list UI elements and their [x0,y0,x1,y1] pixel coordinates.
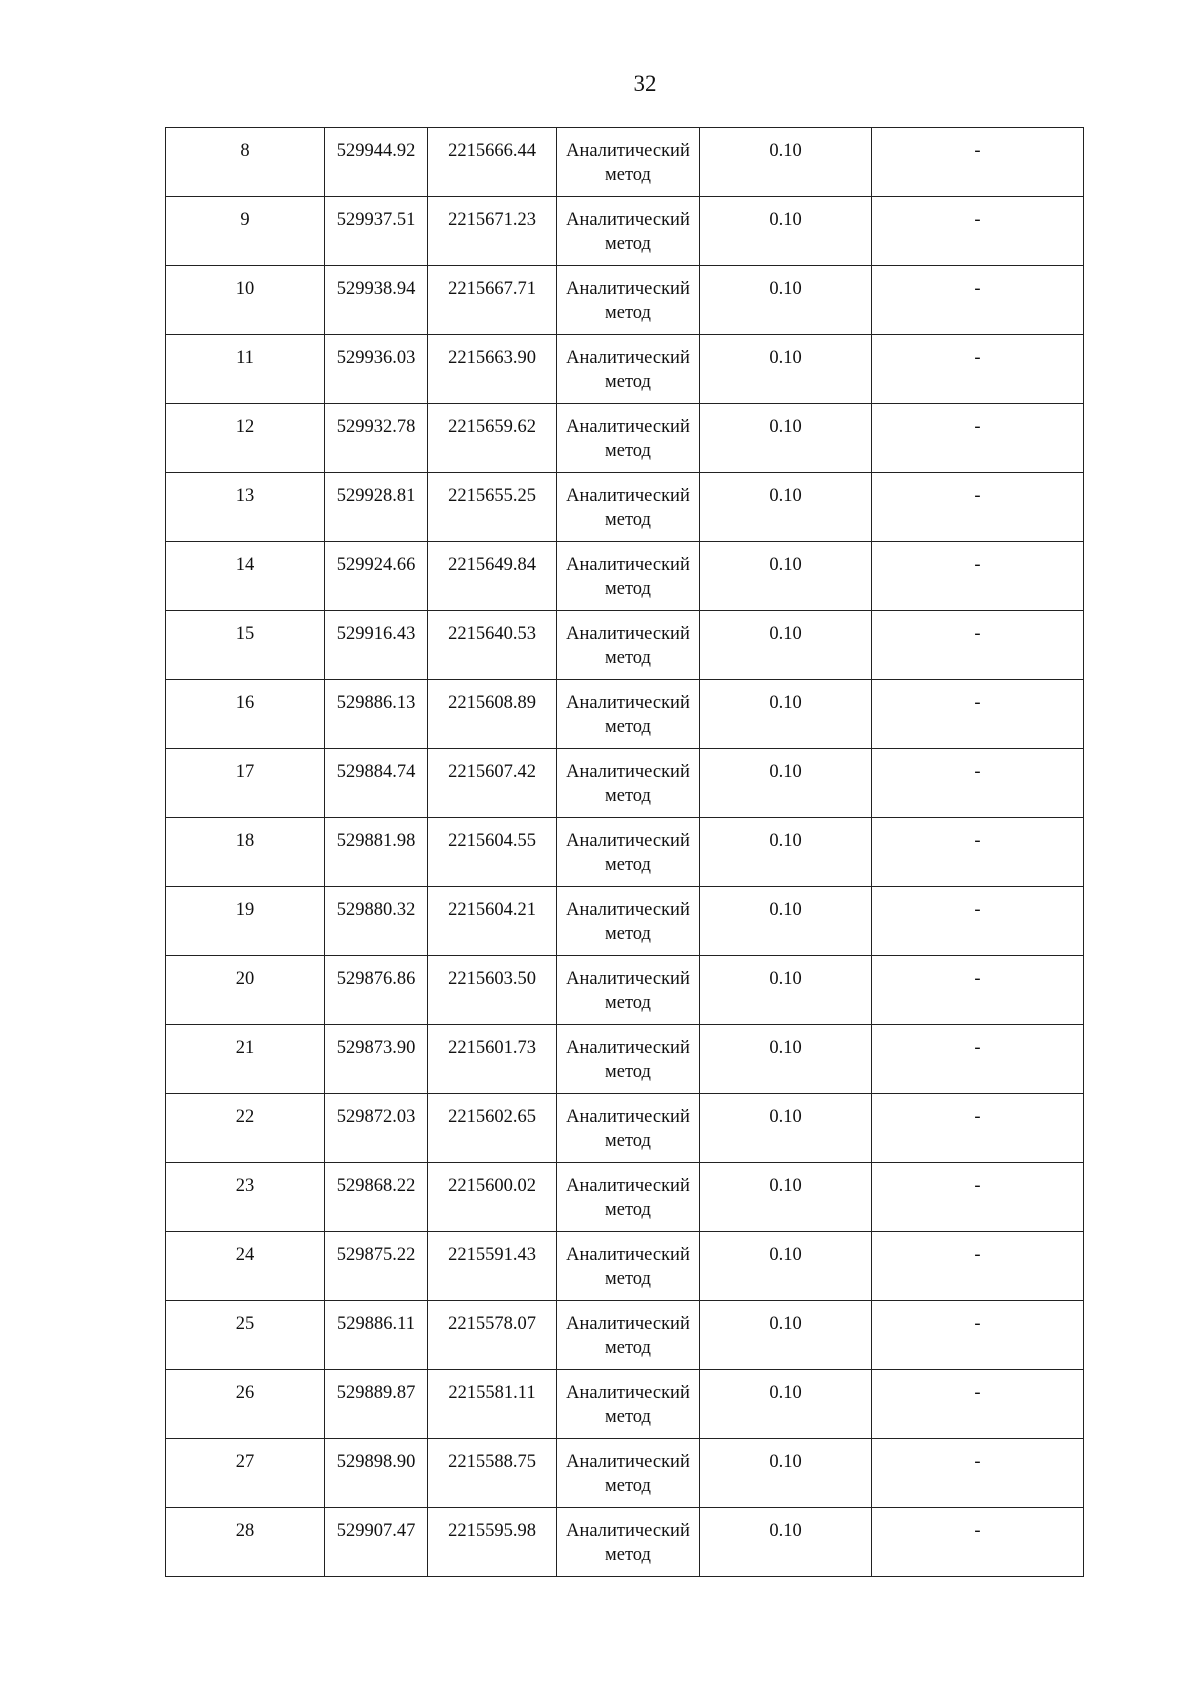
y-coordinate-cell-text: 2215608.89 [448,693,536,713]
description-cell [872,335,1084,404]
x-coordinate-cell-text: 529872.03 [336,1107,416,1127]
table-row [166,818,1084,887]
y-coordinate-cell [428,404,557,473]
y-coordinate-cell [428,680,557,749]
y-coordinate-cell [428,1508,557,1577]
description-cell-text: - [974,624,981,644]
x-coordinate-cell-text: 529875.22 [336,1245,416,1265]
description-cell-text: - [974,555,981,575]
y-coordinate-cell [428,1232,557,1301]
table-row [166,1094,1084,1163]
precision-cell-text: 0.10 [769,279,802,299]
precision-cell-text: 0.10 [769,1314,802,1334]
coordinates-table [165,127,1084,1577]
precision-cell [700,611,872,680]
point-number-cell-text: 20 [235,969,255,989]
description-cell-text: - [974,762,981,782]
precision-cell [700,266,872,335]
method-cell-text: Аналитический метод [566,1245,690,1289]
precision-cell [700,1232,872,1301]
point-number-cell-text: 13 [235,486,255,506]
description-cell-text: - [974,1107,981,1127]
description-cell [872,1025,1084,1094]
table-row [166,335,1084,404]
point-number-cell-text: 26 [235,1383,255,1403]
method-cell-text: Аналитический метод [566,831,690,875]
y-coordinate-cell-text: 2215640.53 [448,624,536,644]
method-cell-text: Аналитический метод [566,624,690,668]
description-cell-text: - [974,1314,981,1334]
method-cell-text: Аналитический метод [566,1314,690,1358]
x-coordinate-cell [325,956,428,1025]
y-coordinate-cell-text: 2215581.11 [448,1383,536,1403]
point-number-cell [166,749,325,818]
table-row [166,680,1084,749]
table-row [166,1508,1084,1577]
y-coordinate-cell-text: 2215588.75 [448,1452,536,1472]
y-coordinate-cell [428,542,557,611]
point-number-cell-text: 14 [235,555,255,575]
precision-cell [700,128,872,197]
description-cell [872,128,1084,197]
x-coordinate-cell-text: 529932.78 [336,417,416,437]
point-number-cell [166,1232,325,1301]
table-row [166,1439,1084,1508]
method-cell-text: Аналитический метод [566,279,690,323]
method-cell [557,473,700,542]
point-number-cell-text: 18 [235,831,255,851]
description-cell-text: - [974,348,981,368]
description-cell-text: - [974,1452,981,1472]
x-coordinate-cell [325,1370,428,1439]
method-cell-text: Аналитический метод [566,486,690,530]
point-number-cell [166,335,325,404]
table-row [166,749,1084,818]
x-coordinate-cell [325,887,428,956]
precision-cell-text: 0.10 [769,1245,802,1265]
method-cell [557,1025,700,1094]
page-number: 32 [633,71,657,96]
point-number-cell-text: 24 [235,1245,255,1265]
description-cell-text: - [974,693,981,713]
method-cell-text: Аналитический метод [566,969,690,1013]
point-number-cell-text: 8 [240,141,250,161]
description-cell [872,1301,1084,1370]
method-cell [557,611,700,680]
description-cell-text: - [974,486,981,506]
method-cell-text: Аналитический метод [566,555,690,599]
point-number-cell-text: 10 [235,279,255,299]
method-cell [557,1370,700,1439]
x-coordinate-cell [325,128,428,197]
table-row [166,611,1084,680]
precision-cell [700,1025,872,1094]
x-coordinate-cell-text: 529916.43 [336,624,416,644]
table-row [166,404,1084,473]
method-cell [557,1094,700,1163]
point-number-cell [166,1370,325,1439]
point-number-cell-text: 9 [240,210,250,230]
description-cell-text: - [974,1038,981,1058]
point-number-cell [166,887,325,956]
table-row [166,956,1084,1025]
x-coordinate-cell [325,1163,428,1232]
x-coordinate-cell [325,1439,428,1508]
method-cell [557,956,700,1025]
method-cell-text: Аналитический метод [566,348,690,392]
description-cell [872,1370,1084,1439]
precision-cell [700,887,872,956]
precision-cell-text: 0.10 [769,762,802,782]
description-cell [872,542,1084,611]
point-number-cell-text: 17 [235,762,255,782]
precision-cell-text: 0.10 [769,831,802,851]
description-cell-text: - [974,141,981,161]
precision-cell [700,1439,872,1508]
table-row [166,1370,1084,1439]
table-row [166,1025,1084,1094]
precision-cell [700,1301,872,1370]
point-number-cell-text: 27 [235,1452,255,1472]
method-cell-text: Аналитический метод [566,900,690,944]
description-cell [872,887,1084,956]
point-number-cell [166,1025,325,1094]
y-coordinate-cell-text: 2215659.62 [448,417,536,437]
point-number-cell-text: 23 [235,1176,255,1196]
method-cell-text: Аналитический метод [566,1038,690,1082]
y-coordinate-cell-text: 2215595.98 [448,1521,536,1541]
y-coordinate-cell [428,1439,557,1508]
method-cell-text: Аналитический метод [566,1521,690,1565]
precision-cell [700,1163,872,1232]
y-coordinate-cell-text: 2215591.43 [448,1245,536,1265]
y-coordinate-cell [428,266,557,335]
y-coordinate-cell-text: 2215602.65 [448,1107,536,1127]
x-coordinate-cell-text: 529868.22 [336,1176,416,1196]
precision-cell-text: 0.10 [769,1452,802,1472]
x-coordinate-cell [325,1508,428,1577]
point-number-cell [166,611,325,680]
x-coordinate-cell [325,611,428,680]
description-cell-text: - [974,1383,981,1403]
precision-cell [700,749,872,818]
point-number-cell-text: 12 [235,417,255,437]
point-number-cell [166,1301,325,1370]
table-row [166,887,1084,956]
table-row [166,473,1084,542]
table-row [166,197,1084,266]
description-cell-text: - [974,969,981,989]
precision-cell-text: 0.10 [769,624,802,644]
precision-cell-text: 0.10 [769,1521,802,1541]
description-cell [872,956,1084,1025]
table-row [166,1301,1084,1370]
precision-cell [700,956,872,1025]
x-coordinate-cell [325,1094,428,1163]
y-coordinate-cell-text: 2215649.84 [448,555,536,575]
method-cell-text: Аналитический метод [566,1452,690,1496]
point-number-cell [166,473,325,542]
x-coordinate-cell-text: 529938.94 [336,279,416,299]
method-cell-text: Аналитический метод [566,1107,690,1151]
precision-cell [700,404,872,473]
x-coordinate-cell-text: 529889.87 [336,1383,416,1403]
point-number-cell [166,818,325,887]
y-coordinate-cell-text: 2215578.07 [448,1314,536,1334]
method-cell [557,1163,700,1232]
y-coordinate-cell [428,1163,557,1232]
coordinates-table-body [166,128,1084,1577]
precision-cell [700,542,872,611]
precision-cell-text: 0.10 [769,1176,802,1196]
point-number-cell-text: 19 [235,900,255,920]
x-coordinate-cell-text: 529881.98 [336,831,416,851]
table-row [166,266,1084,335]
method-cell-text: Аналитический метод [566,141,690,185]
description-cell-text: - [974,210,981,230]
y-coordinate-cell [428,197,557,266]
precision-cell [700,197,872,266]
y-coordinate-cell [428,1301,557,1370]
method-cell [557,680,700,749]
y-coordinate-cell [428,611,557,680]
x-coordinate-cell-text: 529884.74 [336,762,416,782]
method-cell [557,266,700,335]
x-coordinate-cell-text: 529928.81 [336,486,416,506]
precision-cell [700,473,872,542]
point-number-cell-text: 11 [236,348,254,368]
y-coordinate-cell [428,473,557,542]
precision-cell-text: 0.10 [769,210,802,230]
method-cell [557,887,700,956]
x-coordinate-cell [325,542,428,611]
precision-cell [700,818,872,887]
point-number-cell-text: 16 [235,693,255,713]
method-cell [557,1301,700,1370]
x-coordinate-cell-text: 529924.66 [336,555,416,575]
x-coordinate-cell [325,818,428,887]
method-cell [557,404,700,473]
point-number-cell [166,404,325,473]
point-number-cell-text: 15 [235,624,255,644]
x-coordinate-cell [325,197,428,266]
description-cell-text: - [974,831,981,851]
precision-cell-text: 0.10 [769,141,802,161]
y-coordinate-cell-text: 2215603.50 [448,969,536,989]
point-number-cell [166,956,325,1025]
x-coordinate-cell-text: 529876.86 [336,969,416,989]
y-coordinate-cell-text: 2215671.23 [448,210,536,230]
x-coordinate-cell [325,266,428,335]
point-number-cell [166,1439,325,1508]
description-cell-text: - [974,1521,981,1541]
precision-cell [700,1094,872,1163]
description-cell [872,1439,1084,1508]
precision-cell [700,1370,872,1439]
point-number-cell-text: 25 [235,1314,255,1334]
y-coordinate-cell-text: 2215601.73 [448,1038,536,1058]
description-cell [872,1163,1084,1232]
x-coordinate-cell [325,1025,428,1094]
x-coordinate-cell-text: 529937.51 [336,210,416,230]
method-cell-text: Аналитический метод [566,762,690,806]
precision-cell-text: 0.10 [769,348,802,368]
y-coordinate-cell [428,1025,557,1094]
method-cell-text: Аналитический метод [566,693,690,737]
method-cell [557,197,700,266]
description-cell [872,1094,1084,1163]
description-cell [872,1232,1084,1301]
precision-cell [700,1508,872,1577]
x-coordinate-cell [325,335,428,404]
description-cell-text: - [974,1176,981,1196]
point-number-cell [166,197,325,266]
precision-cell [700,680,872,749]
x-coordinate-cell [325,680,428,749]
precision-cell-text: 0.10 [769,969,802,989]
point-number-cell [166,680,325,749]
y-coordinate-cell [428,1094,557,1163]
description-cell [872,680,1084,749]
x-coordinate-cell [325,1232,428,1301]
method-cell-text: Аналитический метод [566,417,690,461]
precision-cell-text: 0.10 [769,1038,802,1058]
y-coordinate-cell [428,749,557,818]
y-coordinate-cell-text: 2215604.55 [448,831,536,851]
precision-cell-text: 0.10 [769,555,802,575]
description-cell-text: - [974,1245,981,1265]
method-cell [557,128,700,197]
precision-cell-text: 0.10 [769,900,802,920]
point-number-cell [166,1163,325,1232]
y-coordinate-cell [428,1370,557,1439]
method-cell [557,1439,700,1508]
y-coordinate-cell-text: 2215655.25 [448,486,536,506]
x-coordinate-cell [325,1301,428,1370]
table-row [166,128,1084,197]
y-coordinate-cell-text: 2215663.90 [448,348,536,368]
point-number-cell [166,542,325,611]
precision-cell-text: 0.10 [769,693,802,713]
y-coordinate-cell-text: 2215600.02 [448,1176,536,1196]
description-cell [872,611,1084,680]
y-coordinate-cell-text: 2215607.42 [448,762,536,782]
description-cell [872,197,1084,266]
y-coordinate-cell [428,887,557,956]
y-coordinate-cell-text: 2215604.21 [448,900,536,920]
x-coordinate-cell-text: 529880.32 [336,900,416,920]
method-cell-text: Аналитический метод [566,210,690,254]
point-number-cell [166,128,325,197]
x-coordinate-cell [325,749,428,818]
point-number-cell [166,1094,325,1163]
x-coordinate-cell [325,473,428,542]
method-cell-text: Аналитический метод [566,1176,690,1220]
point-number-cell [166,266,325,335]
method-cell [557,542,700,611]
x-coordinate-cell-text: 529898.90 [336,1452,416,1472]
y-coordinate-cell [428,818,557,887]
description-cell [872,1508,1084,1577]
description-cell-text: - [974,279,981,299]
method-cell-text: Аналитический метод [566,1383,690,1427]
precision-cell-text: 0.10 [769,1107,802,1127]
precision-cell-text: 0.10 [769,1383,802,1403]
table-row [166,542,1084,611]
method-cell [557,818,700,887]
precision-cell-text: 0.10 [769,417,802,437]
method-cell [557,1232,700,1301]
x-coordinate-cell-text: 529886.13 [336,693,416,713]
description-cell [872,473,1084,542]
y-coordinate-cell [428,956,557,1025]
x-coordinate-cell-text: 529886.11 [337,1314,415,1334]
y-coordinate-cell [428,128,557,197]
y-coordinate-cell [428,335,557,404]
description-cell-text: - [974,900,981,920]
point-number-cell [166,1508,325,1577]
point-number-cell-text: 28 [235,1521,255,1541]
method-cell [557,749,700,818]
x-coordinate-cell-text: 529936.03 [336,348,416,368]
x-coordinate-cell-text: 529907.47 [336,1521,416,1541]
table-row [166,1232,1084,1301]
y-coordinate-cell-text: 2215667.71 [448,279,536,299]
method-cell [557,335,700,404]
x-coordinate-cell [325,404,428,473]
x-coordinate-cell-text: 529873.90 [336,1038,416,1058]
description-cell [872,818,1084,887]
y-coordinate-cell-text: 2215666.44 [448,141,536,161]
point-number-cell-text: 21 [235,1038,255,1058]
description-cell [872,266,1084,335]
point-number-cell-text: 22 [235,1107,255,1127]
description-cell [872,749,1084,818]
x-coordinate-cell-text: 529944.92 [336,141,416,161]
description-cell [872,404,1084,473]
precision-cell-text: 0.10 [769,486,802,506]
description-cell-text: - [974,417,981,437]
table-row [166,1163,1084,1232]
method-cell [557,1508,700,1577]
precision-cell [700,335,872,404]
